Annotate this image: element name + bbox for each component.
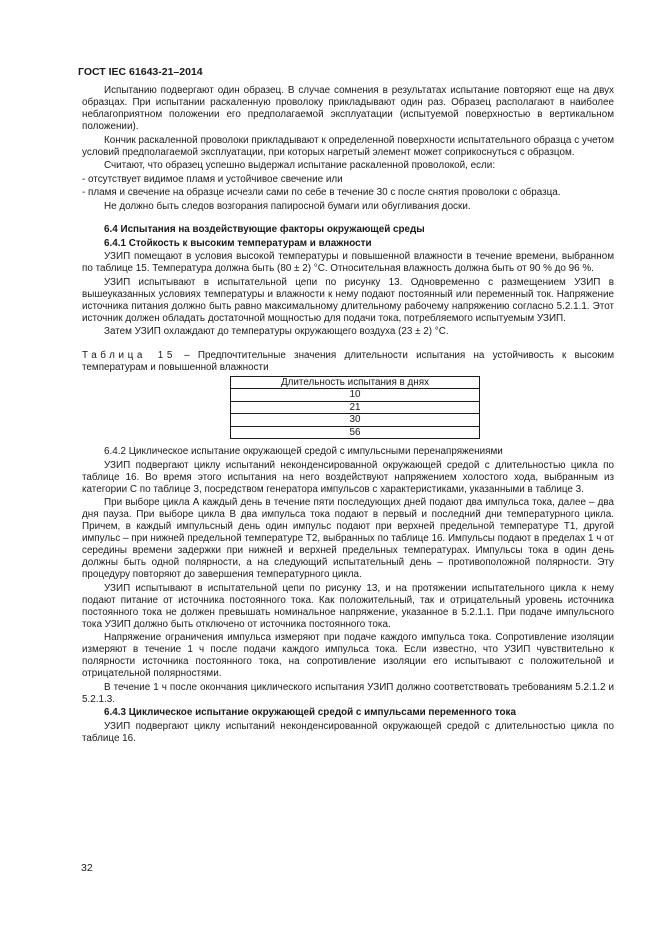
table-cell: 21 <box>231 401 480 414</box>
section-heading-6-4-3: 6.4.3 Циклическое испытание окружающей средой с импульсами переменного тока <box>104 707 516 718</box>
section-heading-6-4-2: 6.4.2 Циклическое испытание окружающей средой с импульсными перенапряжениями <box>104 446 503 457</box>
page-number: 32 <box>81 862 93 874</box>
table-caption-text: – Предпочтительные значения длительности испытания на устойчивость к высоким температурам и повышенной влажности <box>82 349 614 373</box>
section-heading-6-4-1: 6.4.1 Стойкость к высоким температурам и влажности <box>104 237 372 249</box>
table-cell: 30 <box>231 414 480 427</box>
section-spacer <box>82 214 614 224</box>
paragraph-2: Кончик раскаленной проволоки прикладывают к определенной поверхности испытательного образца с учетом условий предполагаемой эксплуатации, при которых нагретый элемент может соприкоснуться с образцом. <box>82 134 614 158</box>
paragraph-1: Испытанию подвергают один образец. В случае сомнения в результатах испытание повторяют еще на двух образцах. При испытании раскаленную проволоку прикладывают один раз. Образец располагают в наиболее неблагоприятном положении его предполагаемой эксплуатации (испытуемой поверхностью в вертикальном положении). <box>82 85 614 132</box>
paragraph-13: Напряжение ограничения импульса измеряют при подаче каждого импульса тока. Сопротивление изоляции измеряют в течение 1 ч после подачи каждого импульса тока. Если известно, что УЗИП чувствительно к полярности источника постоянного тока, на сопротивление изоляции его испытывают с положительной и отрицательной полярностями. <box>82 632 614 679</box>
duration-table <box>230 376 480 440</box>
document-body <box>82 85 614 746</box>
document-header: ГОСТ IEC 61643-21–2014 <box>78 66 203 78</box>
table-spacer <box>82 340 614 350</box>
paragraph-7: УЗИП помещают в условия высокой температуры и повышенной влажности в течение времени, выбранном по таблице 15. Температура должна быть (80 ± 2) °С. Относительная влажность должна быть от 90 % до 96 %. <box>82 251 614 274</box>
table-caption-label: Таблица 15 <box>82 349 176 361</box>
paragraph-3: Считают, что образец успешно выдержал испытание раскаленной проволокой, если: <box>104 160 496 171</box>
section-heading-6-4: 6.4 Испытания на воздействующие факторы окружающей среды <box>104 224 425 235</box>
table-header-cell: Длительность испытания в днях <box>231 376 480 389</box>
table-cell: 56 <box>231 426 480 439</box>
paragraph-14: В течение 1 ч после окончания циклического испытания УЗИП должно соответствовать требованиям 5.2.1.2 и 5.2.1.3. <box>82 681 614 705</box>
paragraph-9: Затем УЗИП охлаждают до температуры окружающего воздуха (23 ± 2) °С. <box>104 326 449 337</box>
table-cell: 10 <box>231 389 480 402</box>
table-caption <box>82 350 614 374</box>
paragraph-11: При выборе цикла А каждый день в течение пяти последующих дней подают два импульса тока, далее – два дня пауза. При выборе цикла В два импульса тока подают в первый и последний дни температурного цикла. Причем, в каждый импульсный день один импульс подают при верхней предельной температуре T1, другой импульс – при нижней предельной температуре T2, выбранных по таблице 16. Импульсы подают в пределах 1 ч от середины времени задержки при нижней и верхней предельных температурах. Импульсы тока в один день должны быть одной полярности, а на следующий испытательный день – противоположной полярности. Эту процедуру повторяют до завершения температурного цикла. <box>82 497 614 580</box>
paragraph-10: УЗИП подвергают циклу испытаний неконденсированной окружающей средой с длительностью цикла по таблице 16. Во время этого испытания на него воздействуют напряжением холостого хода, выбранным из категории С по таблице 3, посредством генератора импульсов с характеристиками, указанными в таблице 3. <box>82 459 614 495</box>
list-item-2: - пламя и свечение на образце исчезли сами по себе в течение 30 с после снятия проволоки с образца. <box>82 187 561 198</box>
paragraph-15: УЗИП подвергают циклу испытаний неконденсированной окружающей средой с длительностью цикла по таблице 16. <box>82 720 614 744</box>
paragraph-12: УЗИП испытывают в испытательной цепи по рисунку 13, и на протяжении испытательного цикла к нему подают питание от источника постоянного тока. Как положительный, так и отрицательный уровень источника постоянного тока не должен превышать номинальное напряжение, указанное в 5.2.1.1. При подаче импульсного тока УЗИП должно быть отключено от источника постоянного тока. <box>82 582 614 630</box>
paragraph-6: Не должно быть следов возгорания папиросной бумаги или обугливания доски. <box>104 200 471 212</box>
list-item-1: - отсутствует видимое пламя и устойчивое свечение или <box>82 173 343 185</box>
paragraph-8: УЗИП испытывают в испытательной цепи по рисунку 13. Одновременно с размещением УЗИП в вышеуказанных условиях температуры и влажности к нему подают постоянный или переменный ток. Напряжение источника питания должно быть равно максимальному длительному рабочему напряжению согласно 5.2.1.1. Этот источник должен обладать достаточной мощностью для подачи тока, потребляемого испытуемым УЗИП. <box>82 276 614 324</box>
